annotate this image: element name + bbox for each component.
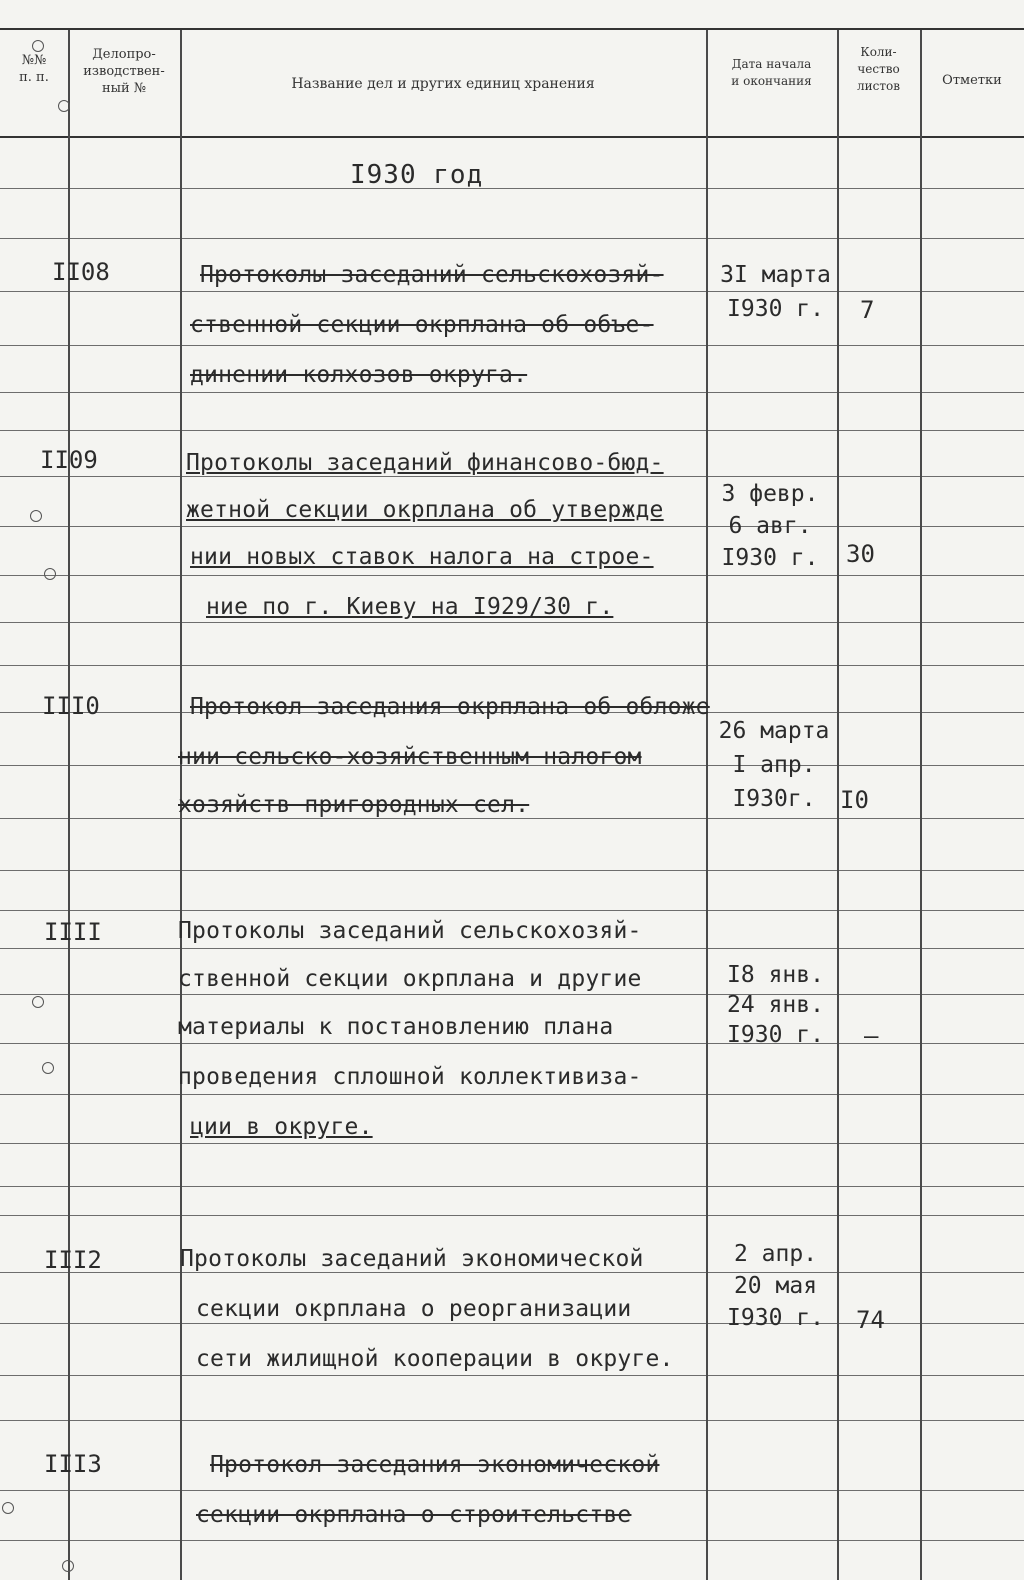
entry-number: III0 — [42, 692, 100, 720]
row-rule — [0, 622, 1024, 623]
entry-dates: 3 февр. 6 авг. I930 г. — [721, 481, 819, 571]
punch-hole-icon — [62, 1560, 74, 1572]
entry-title-line: сети жилищной кооперации в округе. — [196, 1346, 674, 1372]
row-rule — [0, 238, 1024, 239]
entry-dates: 2 апр. 20 мая I930 г. — [727, 1241, 824, 1331]
entry-title-line: Протокол заседания окрплана об обложе — [190, 694, 710, 720]
entry-number: II09 — [40, 446, 98, 474]
entry-title-line: нии сельско-хозяйственным налогом — [178, 744, 642, 770]
row-rule — [0, 1490, 1024, 1491]
row-rule — [0, 345, 1024, 346]
entry-number: IIII — [44, 918, 102, 946]
entry-sheet-count: – — [864, 1022, 879, 1050]
punch-hole-icon — [2, 1502, 14, 1514]
entry-title-line: материалы к постановлению плана — [178, 1014, 614, 1040]
entry-title-line: Протоколы заседаний сельскохозяй- — [200, 262, 664, 288]
row-rule — [0, 188, 1024, 189]
row-rule — [0, 1272, 1024, 1273]
header-col-case-number: Делопро- изводствен- ный № — [83, 47, 165, 96]
entry-dates: 26 марта I апр. I930г. — [718, 718, 830, 812]
header-col-sheets: Коли- чество листов — [857, 45, 900, 93]
year-heading: I930 год — [350, 160, 484, 190]
entry-title-line: проведения сплошной коллективиза- — [178, 1064, 642, 1090]
row-rule — [0, 665, 1024, 666]
row-rule — [0, 1420, 1024, 1421]
punch-hole-icon — [30, 510, 42, 522]
row-rule — [0, 476, 1024, 477]
row-rule — [0, 291, 1024, 292]
entry-title-line: ние по г. Киеву на I929/30 г. — [206, 594, 614, 620]
row-rule — [0, 526, 1024, 527]
punch-hole-icon — [44, 568, 56, 580]
row-rule — [0, 1143, 1024, 1144]
row-rule — [0, 1094, 1024, 1095]
entry-title-line: Протоколы заседаний экономической — [180, 1246, 644, 1272]
entry-title-line: динении колхозов округа. — [190, 362, 528, 388]
header-col-dates: Дата начала и окончания — [731, 57, 812, 88]
row-rule — [0, 430, 1024, 431]
entry-title-line: ственной секции окрплана об объе- — [190, 312, 654, 338]
punch-hole-icon — [42, 1062, 54, 1074]
row-rule — [0, 392, 1024, 393]
row-rule — [0, 1375, 1024, 1376]
punch-hole-icon — [58, 100, 70, 112]
row-rule — [0, 1186, 1024, 1187]
entry-dates: I8 янв. 24 янв. I930 г. — [727, 962, 824, 1048]
entry-number: II08 — [52, 258, 110, 286]
entry-title-line: секции окрплана о реорганизации — [196, 1296, 632, 1322]
header-col-notes: Отметки — [942, 73, 1002, 88]
entry-title-line: нии новых ставок налога на строе- — [190, 544, 654, 570]
entry-title-line: жетной секции окрплана об утвержде — [186, 497, 664, 523]
entry-title-line: Протоколы заседаний финансово-бюд- — [186, 450, 664, 476]
row-rule — [0, 870, 1024, 871]
punch-hole-icon — [32, 996, 44, 1008]
entry-title-line: ственной секции окрплана и другие — [178, 966, 642, 992]
punch-hole-icon — [32, 40, 44, 52]
entry-sheet-count: I0 — [840, 786, 869, 814]
row-rule — [0, 994, 1024, 995]
row-rule — [0, 910, 1024, 911]
row-rule — [0, 818, 1024, 819]
entry-title-line: Протокол заседания экономической — [210, 1452, 660, 1478]
entry-sheet-count: 7 — [860, 296, 875, 324]
header-bottom-border — [0, 136, 1024, 138]
entry-title-line: Протоколы заседаний сельскохозяй- — [178, 918, 642, 944]
entry-dates: 3I марта I930 г. — [720, 262, 831, 322]
column-divider — [920, 30, 922, 1580]
entry-title-line: ции в округе. — [190, 1114, 373, 1140]
row-rule — [0, 575, 1024, 576]
row-rule — [0, 948, 1024, 949]
row-rule — [0, 1540, 1024, 1541]
header-col-number: №№ п. п. — [19, 53, 49, 85]
header-col-title: Название дел и других единиц хранения — [291, 76, 595, 92]
entry-title-line: секции окрплана о строительстве — [196, 1502, 632, 1528]
entry-number: III2 — [44, 1246, 102, 1274]
entry-title-line: хозяйств пригородных сел. — [178, 792, 530, 818]
entry-number: III3 — [44, 1450, 102, 1478]
entry-sheet-count: 74 — [856, 1306, 885, 1334]
entry-sheet-count: 30 — [846, 540, 875, 568]
top-border — [0, 28, 1024, 30]
row-rule — [0, 1215, 1024, 1216]
